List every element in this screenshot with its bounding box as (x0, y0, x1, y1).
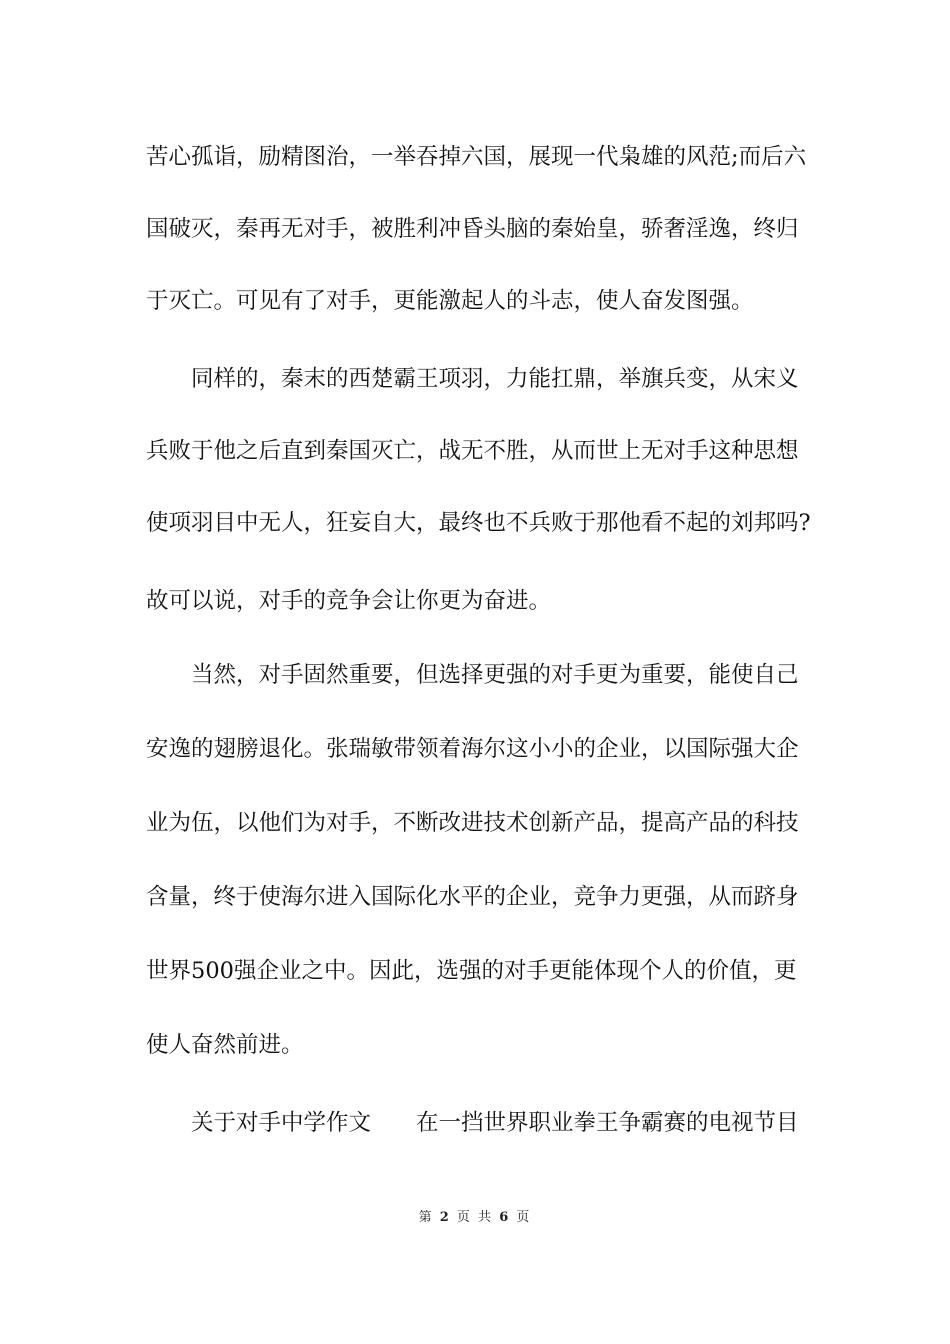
text-line: 苦心孤诣，励精图治，一举吞掉六国，展现一代枭雄的风范;而后六 (146, 144, 807, 170)
footer-mid: 页 共 (456, 1210, 494, 1225)
paragraph-start-line: 同样的，秦末的西楚霸王项羽，力能扛鼎，举旗兵变，从宋义 (191, 366, 799, 392)
paragraph-start-line: 关于对手中学作文 在一挡世界职业拳王争霸赛的电视节目 (191, 1110, 799, 1136)
text-line: 使人奋然前进。 (146, 1032, 304, 1058)
page-footer (0, 1209, 950, 1227)
footer-prefix: 第 (418, 1210, 434, 1225)
paragraph-start-line: 当然，对手固然重要，但选择更强的对手更为重要，能使自己 (191, 662, 799, 688)
text-line: 国破灭，秦再无对手，被胜利冲昏头脑的秦始皇，骄奢淫逸，终归 (146, 216, 799, 242)
text-line: 使项羽目中无人，狂妄自大，最终也不兵败于那他看不起的刘邦吗? (146, 510, 811, 536)
text-line: 兵败于他之后直到秦国灭亡，战无不胜，从而世上无对手这种思想 (146, 438, 799, 464)
text-line: 世界500强企业之中。因此，选强的对手更能体现个人的价值，更 (146, 958, 797, 984)
text-line: 于灭亡。可见有了对手，更能激起人的斗志，使人奋发图强。 (146, 288, 754, 314)
text-line: 故可以说，对手的竞争会让你更为奋进。 (146, 588, 552, 614)
footer-suffix: 页 (516, 1210, 532, 1225)
text-line: 业为伍，以他们为对手，不断改进技术创新产品，提高产品的科技 (146, 810, 799, 836)
current-page-number: 2 (439, 1210, 451, 1225)
total-page-number: 6 (499, 1210, 511, 1225)
text-line: 安逸的翅膀退化。张瑞敏带领着海尔这小小的企业，以国际强大企 (146, 736, 799, 762)
text-line: 含量，终于使海尔进入国际化水平的企业，竞争力更强，从而跻身 (146, 884, 799, 910)
